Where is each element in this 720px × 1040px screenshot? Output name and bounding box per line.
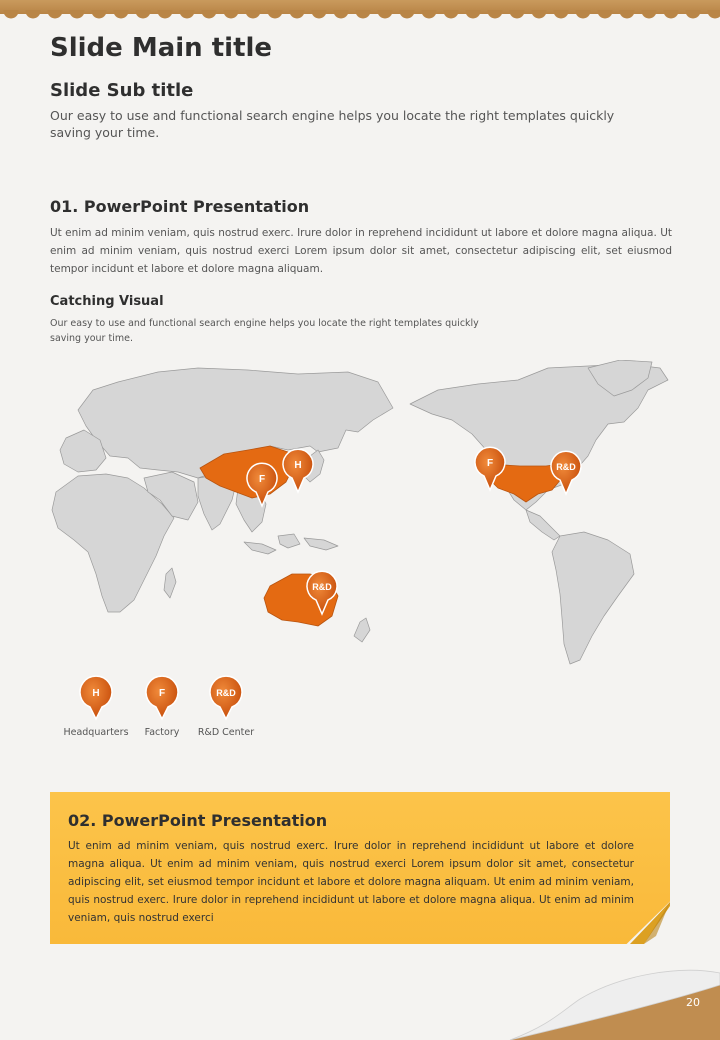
legend-label: Factory xyxy=(144,727,180,738)
subtitle-description: Our easy to use and functional search engine helps you locate the right templates quickly saving your time. xyxy=(50,108,615,140)
headquarters-pin-icon xyxy=(76,675,116,721)
rnd-center-pin-icon xyxy=(206,675,246,721)
page-subtitle: Slide Sub title xyxy=(50,80,194,101)
catching-visual-description: Our easy to use and functional search engine helps you locate the right templates quickly saving your time. xyxy=(50,318,479,344)
map-marker-code: R&D xyxy=(556,462,576,472)
page-title: Slide Main title xyxy=(50,33,273,63)
catching-visual-title: Catching Visual xyxy=(50,294,164,309)
map-marker-code: F xyxy=(486,458,494,469)
page-number: 20 xyxy=(686,996,700,1009)
legend-rnd-center xyxy=(186,675,266,745)
legend-code: H xyxy=(92,688,100,699)
section-2-body: Ut enim ad minim veniam, quis nostrud exerc. Irure dolor in reprehend incididunt ut labore et dolore magna aliqua. Ut enim ad minim veniam, quis nostrud exerci Lorem ipsum dolor sit amet, consectetur adipiscing elit, set eiusmod tempor incidunt et labore et dolore magna aliquam. Ut enim ad minim veniam, quis nostrud exerc. Irure dolor in reprehend incididunt ut labore et dolore magna aliqua. Ut enim ad minim veniam, quis nostrud exerci xyxy=(68,840,634,924)
factory-pin-icon xyxy=(142,675,182,721)
section-1-body: Ut enim ad minim veniam, quis nostrud exerc. Irure dolor in reprehend incididunt ut labore et dolore magna aliqua. Ut enim ad minim veniam, quis nostrud exerci Lorem ipsum dolor sit amet, consectetur adipiscing elit, set eiusmod tempor incidunt et labore et dolore magna aliquam. xyxy=(50,227,672,275)
legend-label: Headquarters xyxy=(63,727,129,738)
map-marker-rnd xyxy=(551,451,581,494)
map-marker-h xyxy=(283,449,313,492)
central-america-landmass xyxy=(526,510,560,540)
section-2-title: 02. PowerPoint Presentation xyxy=(68,811,328,830)
legend-label: R&D Center xyxy=(197,727,255,738)
map-marker-code: R&D xyxy=(312,582,332,592)
map-marker-code: F xyxy=(258,474,266,485)
section-1-title: 01. PowerPoint Presentation xyxy=(50,197,310,216)
south-america-landmass xyxy=(552,532,634,664)
scalloped-paper-edge xyxy=(0,10,720,26)
legend-code: F xyxy=(158,688,166,699)
legend-code: R&D xyxy=(216,688,236,698)
world-map xyxy=(48,360,674,670)
map-marker-code: H xyxy=(294,460,302,471)
